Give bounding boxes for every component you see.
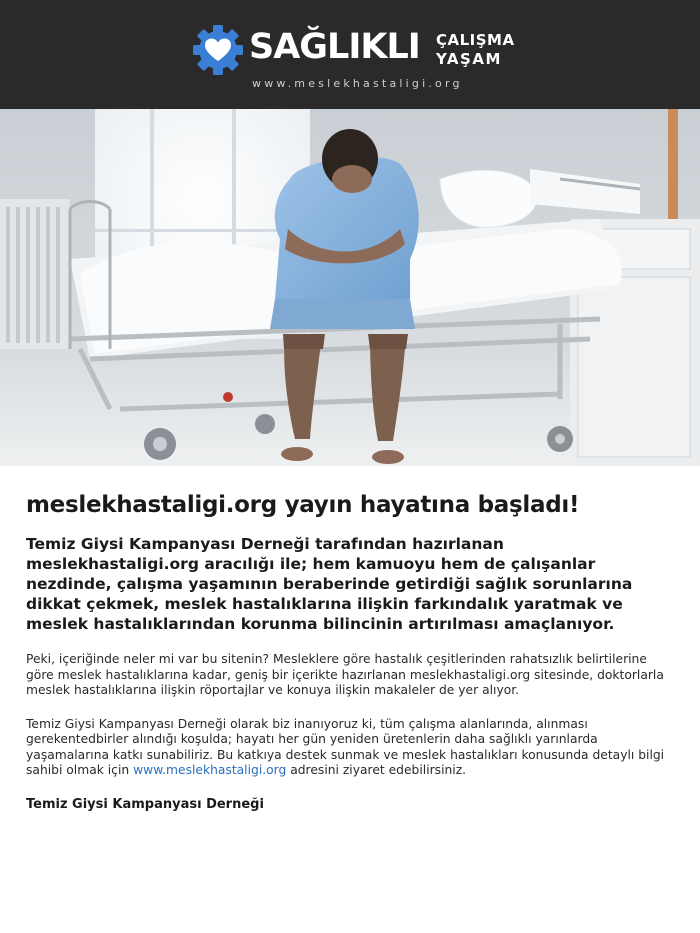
article-signature: Temiz Giysi Kampanyası Derneği — [26, 796, 264, 812]
site-header — [0, 0, 700, 109]
article — [26, 466, 676, 812]
brand-website: www.meslekhastaligi.org — [252, 77, 463, 90]
paragraph-2-text-start: Temiz Giysi Kampanyası Derneği olarak biz inanıyoruz ki, tüm çalışma alanlarında, alınması gerekentedbirler alındığı koşulda; hayatı her gün yeniden üretenlerin daha sağlıklı yarınlarda yaşamalarına katkı sunabiliriz. Bu katkıya destek sunmak ve meslek hastalıkları konusunda detaylı bilgi sahibi olmak için — [26, 716, 665, 777]
brand-subtitle-line1: ÇALIŞMA — [436, 31, 515, 49]
gear-heart-icon — [192, 24, 244, 76]
article-title: meslekhastaligi.org yayın hayatına başladı! — [26, 492, 580, 518]
article-paragraph-2 — [26, 717, 676, 779]
article-lead: Temiz Giysi Kampanyası Derneği tarafından hazırlanan meslekhastaligi.org aracılığı ile; hem kamuoyu hem de çalışanlar nezdinde, çalışma yaşamının beraberinde getirdiği sağlık sorunlarına dikkat çekmek, meslek hastalıklarına ilişkin farkındalık yaratmak ve meslek hastalıklarından korunma bilincinin artırılması amaçlanıyor. — [26, 535, 633, 633]
website-link[interactable]: www.meslekhastaligi.org — [133, 763, 287, 777]
hero-photo — [0, 109, 700, 466]
brand-subtitle-line2: YAŞAM — [436, 50, 502, 68]
article-paragraph-1: Peki, içeriğinde neler mi var bu sitenin? Mesleklere göre hastalık çeşitlerinden rahatsızlık belirtilerine göre meslek hastalıklarına kadar, geniş bir içerikte hazırlanan meslekhastaligi.org sitesinde, doktorlarla meslek hastalıklarına ilişkin röportajlar ve konuya ilişkin makaleler de yer alıyor. — [26, 652, 664, 697]
paragraph-2-text-end: adresini ziyaret edebilirsiniz. — [286, 763, 467, 777]
brand-name: SAĞLIKLI — [249, 27, 420, 67]
